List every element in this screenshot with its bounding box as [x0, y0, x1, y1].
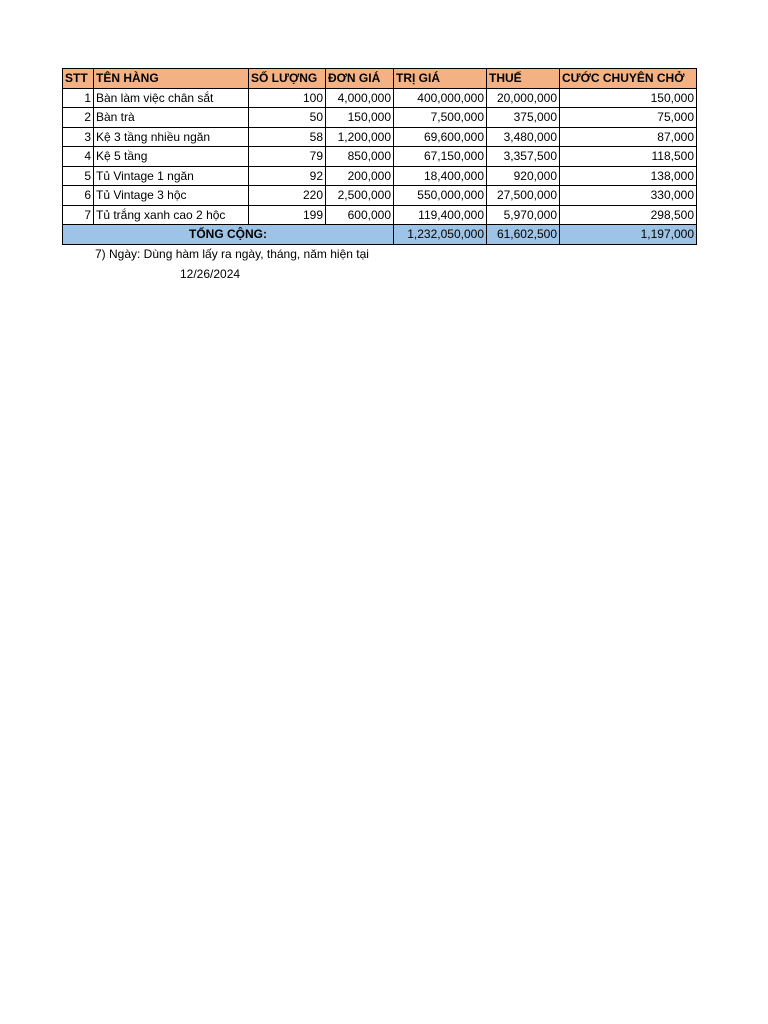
total-label[interactable]: TỔNG CỘNG: — [63, 225, 394, 245]
cell-so-luong[interactable]: 92 — [249, 166, 326, 186]
table-row — [63, 186, 697, 206]
cell-so-luong[interactable]: 50 — [249, 108, 326, 128]
total-row — [63, 225, 697, 245]
cell-thue[interactable]: 5,970,000 — [487, 205, 560, 225]
cell-cuoc[interactable]: 298,500 — [560, 205, 697, 225]
cell-so-luong[interactable]: 58 — [249, 127, 326, 147]
cell-cuoc[interactable]: 87,000 — [560, 127, 697, 147]
cell-stt[interactable]: 7 — [63, 205, 94, 225]
cell-ten-hang[interactable]: Tủ Vintage 1 ngăn — [94, 166, 249, 186]
table-row — [63, 108, 697, 128]
table-row — [63, 127, 697, 147]
cell-so-luong[interactable]: 220 — [249, 186, 326, 206]
cell-stt[interactable]: 6 — [63, 186, 94, 206]
cell-don-gia[interactable]: 200,000 — [326, 166, 394, 186]
goods-table — [62, 68, 697, 245]
cell-stt[interactable]: 4 — [63, 147, 94, 167]
cell-thue[interactable]: 920,000 — [487, 166, 560, 186]
header-cell-ten-hang[interactable]: TÊN HÀNG — [94, 69, 249, 89]
cell-cuoc[interactable]: 138,000 — [560, 166, 697, 186]
cell-ten-hang[interactable]: Bàn trà — [94, 108, 249, 128]
cell-stt[interactable]: 2 — [63, 108, 94, 128]
cell-tri-gia[interactable]: 7,500,000 — [394, 108, 487, 128]
total-thue[interactable]: 61,602,500 — [487, 225, 560, 245]
cell-don-gia[interactable]: 4,000,000 — [326, 88, 394, 108]
cell-so-luong[interactable]: 100 — [249, 88, 326, 108]
cell-thue[interactable]: 27,500,000 — [487, 186, 560, 206]
cell-tri-gia[interactable]: 550,000,000 — [394, 186, 487, 206]
table-row — [63, 88, 697, 108]
cell-ten-hang[interactable]: Kệ 3 tầng nhiều ngăn — [94, 127, 249, 147]
cell-thue[interactable]: 375,000 — [487, 108, 560, 128]
table-row — [63, 147, 697, 167]
date-note[interactable]: 7) Ngày: Dùng hàm lấy ra ngày, tháng, năm hiện tại — [95, 247, 369, 261]
cell-stt[interactable]: 5 — [63, 166, 94, 186]
header-cell-don-gia[interactable]: ĐƠN GIÁ — [326, 69, 394, 89]
total-cuoc[interactable]: 1,197,000 — [560, 225, 697, 245]
header-cell-stt[interactable]: STT — [63, 69, 94, 89]
cell-don-gia[interactable]: 600,000 — [326, 205, 394, 225]
cell-don-gia[interactable]: 150,000 — [326, 108, 394, 128]
header-cell-cuoc-chuyen-cho[interactable]: CƯỚC CHUYÊN CHỞ — [560, 69, 697, 89]
header-row — [63, 69, 697, 89]
spreadsheet-area — [62, 68, 697, 245]
cell-tri-gia[interactable]: 67,150,000 — [394, 147, 487, 167]
cell-so-luong[interactable]: 199 — [249, 205, 326, 225]
current-date-cell[interactable]: 12/26/2024 — [180, 267, 241, 281]
table-row — [63, 166, 697, 186]
cell-tri-gia[interactable]: 119,400,000 — [394, 205, 487, 225]
cell-so-luong[interactable]: 79 — [249, 147, 326, 167]
cell-tri-gia[interactable]: 69,600,000 — [394, 127, 487, 147]
cell-tri-gia[interactable]: 400,000,000 — [394, 88, 487, 108]
total-tri-gia[interactable]: 1,232,050,000 — [394, 225, 487, 245]
cell-don-gia[interactable]: 2,500,000 — [326, 186, 394, 206]
table-row — [63, 205, 697, 225]
cell-don-gia[interactable]: 850,000 — [326, 147, 394, 167]
cell-cuoc[interactable]: 330,000 — [560, 186, 697, 206]
header-cell-thue[interactable]: THUẾ — [487, 69, 560, 89]
cell-ten-hang[interactable]: Tủ trắng xanh cao 2 hộc — [94, 205, 249, 225]
cell-stt[interactable]: 3 — [63, 127, 94, 147]
cell-cuoc[interactable]: 118,500 — [560, 147, 697, 167]
header-cell-so-luong[interactable]: SỐ LƯỢNG — [249, 69, 326, 89]
cell-thue[interactable]: 3,480,000 — [487, 127, 560, 147]
cell-cuoc[interactable]: 75,000 — [560, 108, 697, 128]
cell-don-gia[interactable]: 1,200,000 — [326, 127, 394, 147]
cell-cuoc[interactable]: 150,000 — [560, 88, 697, 108]
cell-ten-hang[interactable]: Kệ 5 tầng — [94, 147, 249, 167]
header-cell-tri-gia[interactable]: TRỊ GIÁ — [394, 69, 487, 89]
cell-thue[interactable]: 3,357,500 — [487, 147, 560, 167]
cell-ten-hang[interactable]: Bàn làm việc chân sắt — [94, 88, 249, 108]
cell-thue[interactable]: 20,000,000 — [487, 88, 560, 108]
cell-tri-gia[interactable]: 18,400,000 — [394, 166, 487, 186]
cell-stt[interactable]: 1 — [63, 88, 94, 108]
cell-ten-hang[interactable]: Tủ Vintage 3 hộc — [94, 186, 249, 206]
